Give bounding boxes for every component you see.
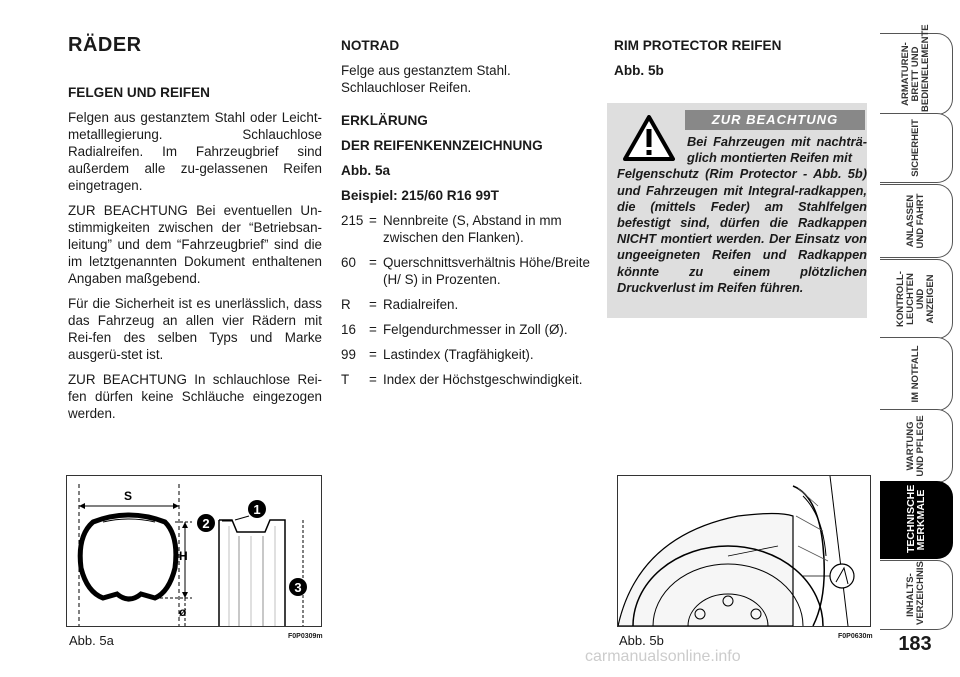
section-heading-rim: RIM PROTECTOR REIFEN [614,38,782,53]
figure-tyre-diagram [66,475,322,627]
tab-sicherheit[interactable]: SICHERHEIT [880,113,953,183]
spec-row: 215 = Nennbreite (S, Abstand in mm zwischen den Flanken). [341,213,562,245]
spec-row: 16 = Felgendurchmesser in Zoll (Ø). [341,322,568,337]
watermark: carmanualsonline.info [585,648,741,665]
spec-row: 99 = Lastindex (Tragfähigkeit). [341,347,534,362]
paragraph: ZUR BEACHTUNG Bei eventuellen Un-stimmigkeiten zwischen der “Betriebsan-leitung” und dem “Fahrzeugbrief” sind die im letztgenannten Dokument enthaltenen Angaben maßgebend. [68,203,322,286]
section-heading-rim-ref: Abb. 5b [614,63,664,78]
warning-text [617,134,867,296]
section-heading-line: ERKLÄRUNG [341,113,428,128]
callout-1: 1 [253,502,261,517]
tab-inhaltsverzeichnis[interactable]: INHALTS-VERZEICHNIS [880,560,953,630]
paragraph: Felge aus gestanztem Stahl. Schlauchloser Reifen. [341,63,511,95]
tab-wartung[interactable]: WARTUNG UND PFLEGE [880,409,953,483]
column-notrad [341,37,595,396]
warning-banner: ZUR BEACHTUNG [685,110,865,130]
example-code: Beispiel: 215/60 R16 99T [341,188,499,203]
spec-row: T = Index der Höchstgeschwindigkeit. [341,372,583,387]
callout-2: 2 [202,516,210,531]
section-heading-line: Abb. 5a [341,163,391,178]
page-number: 183 [898,633,932,655]
tab-armaturenbrett[interactable]: ARMATUREN-BRETT UND BEDIENELEMENTE [880,33,953,115]
section-heading-line: DER REIFENKENNZEICHNUNG [341,138,543,153]
chapter-tab-sidebar [880,0,960,677]
dimension-h-label: H [179,549,188,563]
warning-box [607,103,867,318]
spec-row: R = Radialreifen. [341,297,459,312]
tyre-cross-section-diagram [67,476,321,626]
spec-row: 60 = Querschnittsverhältnis Höhe/Breite (H/ S) in Prozenten. [341,255,590,287]
section-heading-felgen: FELGEN UND REIFEN [68,85,210,100]
dimension-diameter-label: ø [179,605,187,619]
warning-text-rest: Felgenschutz (Rim Protector - Abb. 5b) und Fahrzeugen mit Integral-radkappen, die (mittels Feder) am Stahlfelgen befestigt sind, dürfen die Radkappen NICHT montiert werden. Der Einsatz von ungeeigneten Reifen und Radkappen könnte zu einem plötzlichen Druckverlust im Reifen führen. [617,166,867,295]
figure-code: F0P0630m [838,633,873,640]
page-title: RÄDER [68,34,142,56]
figure-wheel-photo [617,475,871,627]
column-rim-protector [614,37,868,87]
wheel-rim-protector-drawing [618,476,870,626]
tab-kontrollleuchten[interactable]: KONTROLL-LEUCHTEN UND ANZEIGEN [880,259,953,339]
tab-anlassen[interactable]: ANLASSEN UND FAHRT [880,184,953,258]
dimension-s-label: S [124,489,133,503]
section-heading-notrad: NOTRAD [341,38,400,53]
figure-caption: Abb. 5a [69,633,114,648]
figure-code: F0P0309m [288,633,323,640]
column-felgen [68,84,322,430]
warning-text-first: Bei Fahrzeugen mit nachträ-glich montierten Reifen mit [687,134,867,166]
callout-3: 3 [294,580,302,595]
paragraph: Felgen aus gestanztem Stahl oder Leicht-metalllegierung. Schlauchlose Radialreifen. Im Fahrzeugbrief sind außerdem alle zu-gelassenen Reifen eingetragen. [68,110,322,193]
paragraph: Für die Sicherheit ist es unerlässlich, dass das Fahrzeug an allen vier Rädern mit Rei-fen des selben Typs und Marke ausgerü-stet ist. [68,296,322,362]
tab-technische-merkmale[interactable]: TECHNISCHE MERKMALE [880,481,953,559]
paragraph: ZUR BEACHTUNG In schlauchlose Rei-fen dürfen keine Schläuche eingezogen werden. [68,372,322,421]
tab-im-notfall[interactable]: IM NOTFALL [880,337,953,411]
figure-caption: Abb. 5b [619,633,664,648]
